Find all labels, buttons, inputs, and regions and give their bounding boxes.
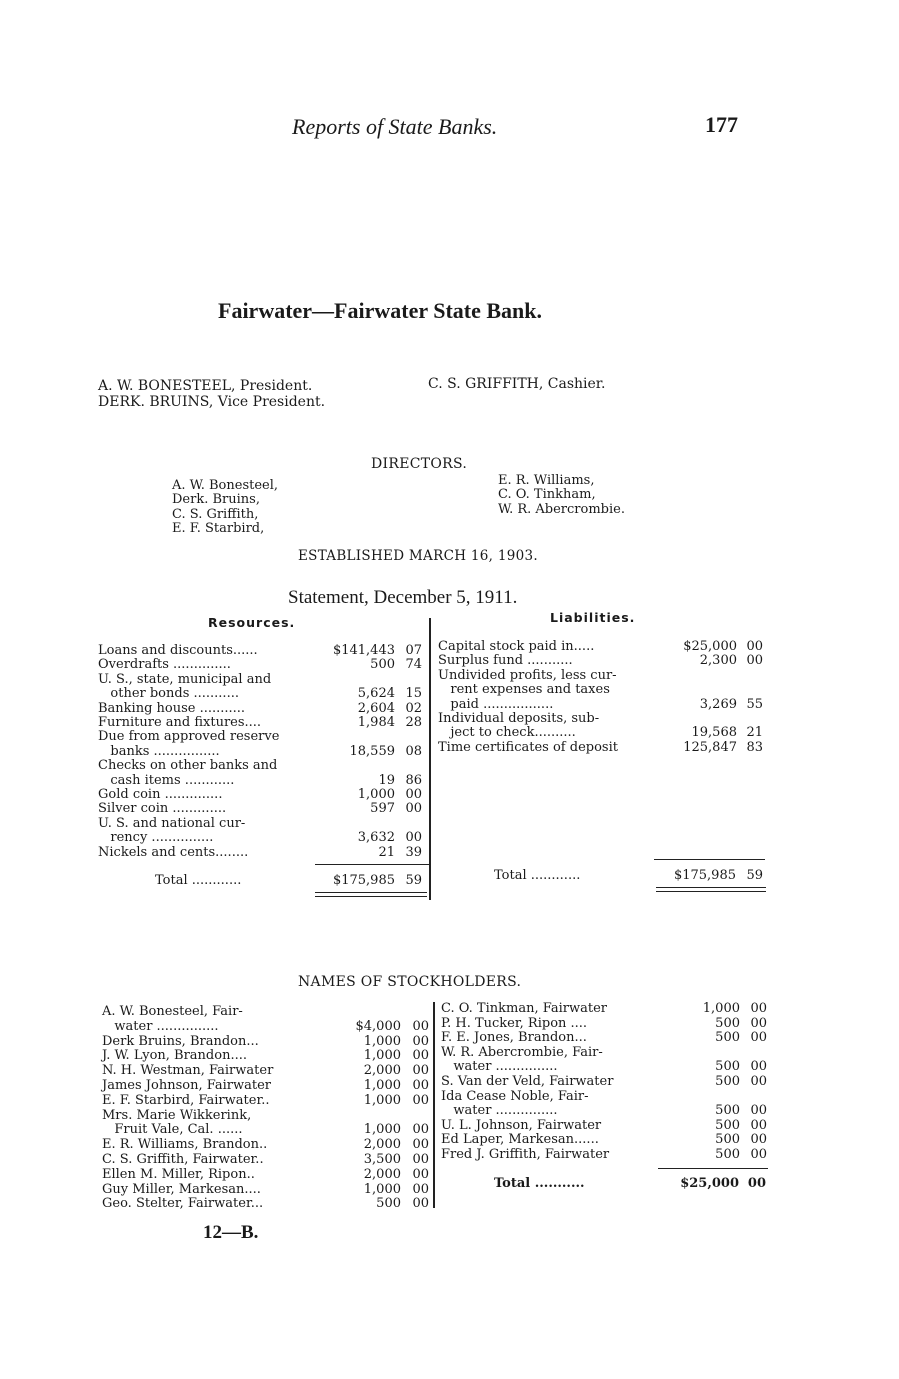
table-row — [98, 774, 422, 788]
table-row — [98, 658, 422, 672]
row-amount-cents: 83 — [746, 739, 763, 755]
row-label: Fred J. Griffith, Fairwater — [441, 1147, 610, 1162]
row-label: Individual deposits, sub- — [438, 711, 600, 726]
row-amount-dollars: $25,000 — [683, 639, 737, 654]
table-row — [98, 846, 422, 860]
row-label: J. W. Lyon, Brandon.... — [102, 1048, 247, 1064]
director-name: W. R. Abercrombie. — [498, 501, 625, 517]
row-amount-dollars: 500 — [715, 1132, 740, 1148]
row-amount-dollars: 1,000 — [363, 1122, 401, 1138]
row-amount-cents: 00 — [412, 1152, 429, 1167]
table-row — [98, 831, 422, 845]
total-amount-dollars: $175,985 — [332, 873, 395, 888]
row-amount-dollars: 500 — [715, 1030, 740, 1046]
row-label: Guy Miller, Markesan.... — [102, 1181, 261, 1197]
row-amount-dollars: 1,000 — [363, 1078, 401, 1093]
row-label: rency ............... — [98, 830, 214, 846]
row-amount-cents: 74 — [405, 657, 422, 673]
table-row — [102, 1035, 429, 1049]
row-amount-dollars: 1,984 — [357, 715, 395, 730]
row-amount-dollars: 2,604 — [357, 700, 395, 716]
row-label: Loans and discounts...... — [98, 643, 258, 658]
row-label: Overdrafts .............. — [98, 657, 231, 673]
table-row — [438, 698, 763, 712]
row-amount-cents: 00 — [412, 1166, 429, 1182]
row-label: Gold coin .............. — [98, 787, 223, 802]
row-amount-cents: 00 — [412, 1181, 429, 1197]
row-label: Furniture and fixtures.... — [98, 715, 262, 730]
directors-left-list — [172, 479, 278, 537]
row-amount-dollars: 125,847 — [683, 739, 737, 755]
row-label: Checks on other banks and — [98, 758, 278, 774]
table-row — [441, 1075, 767, 1089]
row-label: E. R. Williams, Brandon.. — [102, 1137, 268, 1153]
table-row — [102, 1138, 429, 1152]
table-row — [441, 1104, 767, 1118]
table-row — [98, 687, 422, 701]
row-label: U. S., state, municipal and — [98, 671, 272, 687]
total-label: Total ............ — [155, 873, 242, 888]
row-label: water ............... — [441, 1103, 558, 1119]
stockholders-column-divider — [433, 1002, 435, 1208]
total-amount-cents: 59 — [405, 873, 422, 888]
row-amount-dollars: 3,632 — [357, 830, 395, 846]
row-amount-cents: 00 — [750, 1147, 767, 1162]
row-label: C. O. Tinkman, Fairwater — [441, 1001, 607, 1016]
table-row — [98, 788, 422, 802]
row-amount-cents: 00 — [412, 1048, 429, 1064]
row-label: Fruit Vale, Cal. ...... — [102, 1122, 243, 1138]
row-amount-cents: 00 — [750, 1117, 767, 1133]
row-amount-cents: 39 — [405, 844, 422, 860]
row-label: F. E. Jones, Brandon... — [441, 1030, 587, 1046]
row-label: Due from approved reserve — [98, 729, 280, 745]
row-amount-dollars: 597 — [370, 801, 395, 817]
table-row — [98, 730, 422, 744]
row-amount-dollars: 1,000 — [363, 1033, 401, 1049]
running-title: Reports of State Banks. — [292, 114, 498, 139]
row-amount-cents: 00 — [412, 1063, 429, 1079]
row-label: Mrs. Marie Wikkerink, — [102, 1107, 252, 1123]
row-amount-cents: 00 — [412, 1018, 429, 1034]
total-row — [155, 874, 422, 888]
row-label: Time certificates of deposit — [438, 739, 618, 755]
row-label: S. Van der Veld, Fairwater — [441, 1074, 614, 1089]
table-row — [98, 716, 422, 730]
total-label: Total ........... — [494, 1176, 585, 1191]
table-row — [98, 802, 422, 816]
table-row — [441, 1148, 767, 1162]
table-row — [98, 817, 422, 831]
table-row — [441, 1060, 767, 1074]
table-row — [102, 1064, 429, 1078]
row-label: banks ................ — [98, 743, 220, 759]
table-row — [102, 1094, 429, 1108]
resources-total-double-rule — [315, 892, 427, 893]
row-amount-dollars: 2,000 — [363, 1063, 401, 1079]
row-amount-cents: 08 — [405, 743, 422, 759]
row-label: Ellen M. Miller, Ripon.. — [102, 1166, 255, 1182]
row-label: other bonds ........... — [98, 686, 239, 702]
table-row — [438, 712, 763, 726]
row-amount-cents: 28 — [405, 715, 422, 730]
row-amount-dollars: 2,000 — [363, 1166, 401, 1182]
total-amount-dollars: $25,000 — [680, 1176, 739, 1191]
director-name: A. W. Bonesteel, — [172, 478, 279, 493]
total-row — [494, 869, 763, 883]
row-amount-dollars: 2,300 — [699, 653, 737, 669]
established-date: ESTABLISHED MARCH 16, 1903. — [298, 548, 538, 564]
table-row — [441, 1017, 767, 1031]
table-row — [98, 745, 422, 759]
row-amount-dollars: 1,000 — [363, 1048, 401, 1064]
row-amount-cents: 00 — [750, 1001, 767, 1016]
row-amount-dollars: 500 — [715, 1147, 740, 1162]
row-amount-cents: 00 — [412, 1092, 429, 1108]
row-label: James Johnson, Fairwater — [102, 1078, 271, 1093]
column-divider — [429, 618, 431, 900]
row-label: ject to check.......... — [438, 725, 576, 741]
total-amount-cents: 00 — [747, 1176, 766, 1191]
row-amount-cents: 86 — [405, 772, 422, 788]
row-label: Undivided profits, less cur- — [438, 667, 617, 683]
row-label: U. S. and national cur- — [98, 815, 246, 831]
row-label: Ida Cease Noble, Fair- — [441, 1088, 589, 1104]
table-row — [102, 1049, 429, 1063]
row-label: N. H. Westman, Fairwater — [102, 1063, 274, 1079]
page-number: 177 — [705, 112, 738, 137]
row-amount-cents: 00 — [412, 1137, 429, 1153]
row-amount-cents: 00 — [750, 1030, 767, 1046]
table-row — [438, 669, 763, 683]
row-label: P. H. Tucker, Ripon .... — [441, 1015, 588, 1031]
row-amount-dollars: 1,000 — [702, 1001, 740, 1016]
row-label: Surplus fund ........... — [438, 653, 573, 669]
row-label: Nickels and cents........ — [98, 844, 249, 860]
row-amount-cents: 02 — [405, 700, 422, 716]
row-amount-cents: 00 — [746, 639, 763, 654]
row-label: Banking house ........... — [98, 700, 246, 716]
row-amount-cents: 00 — [405, 801, 422, 817]
table-row — [102, 1168, 429, 1182]
row-amount-dollars: 500 — [715, 1059, 740, 1075]
total-amount-dollars: $175,985 — [673, 868, 736, 883]
row-amount-cents: 00 — [750, 1074, 767, 1089]
table-row — [438, 640, 763, 654]
row-amount-dollars: 500 — [715, 1117, 740, 1133]
table-row — [98, 702, 422, 716]
table-row — [441, 1031, 767, 1045]
table-row — [98, 673, 422, 687]
liabilities-total-double-rule — [656, 887, 766, 888]
officer-president: A. W. BONESTEEL, President. — [98, 378, 313, 394]
table-row — [438, 654, 763, 668]
row-amount-dollars: 2,000 — [363, 1137, 401, 1153]
row-amount-cents: 00 — [750, 1132, 767, 1148]
row-amount-dollars: 18,559 — [349, 743, 395, 759]
row-amount-dollars: 500 — [715, 1015, 740, 1031]
row-amount-cents: 15 — [405, 686, 422, 702]
signature-mark: 12—B. — [203, 1222, 259, 1243]
statement-title: Statement, December 5, 1911. — [288, 587, 518, 608]
row-label: A. W. Bonesteel, Fair- — [102, 1004, 243, 1019]
row-amount-cents: 21 — [746, 725, 763, 741]
row-amount-dollars: 1,000 — [363, 1092, 401, 1108]
row-amount-cents: 00 — [412, 1196, 429, 1212]
liabilities-total-rule — [654, 859, 765, 860]
row-amount-cents: 00 — [405, 787, 422, 802]
row-label: Ed Laper, Markesan...... — [441, 1132, 599, 1148]
table-row — [102, 1197, 429, 1211]
table-row — [441, 1119, 767, 1133]
row-amount-dollars: $141,443 — [332, 643, 395, 658]
row-amount-dollars: 500 — [370, 657, 395, 673]
total-row — [494, 1177, 766, 1191]
table-row — [438, 726, 763, 740]
row-amount-dollars: 19,568 — [691, 725, 737, 741]
officer-cashier: C. S. GRIFFITH, Cashier. — [428, 376, 606, 392]
table-row — [102, 1183, 429, 1197]
table-row — [438, 683, 763, 697]
row-label: Derk Bruins, Brandon... — [102, 1033, 259, 1049]
row-amount-cents: 00 — [750, 1015, 767, 1031]
row-amount-dollars: 19 — [378, 772, 395, 788]
row-amount-dollars: 500 — [715, 1074, 740, 1089]
row-label: paid ................. — [438, 696, 554, 712]
officer-vice-president: DERK. BRUINS, Vice President. — [98, 394, 326, 410]
director-name: E. R. Williams, — [498, 473, 595, 488]
resources-total-rule — [315, 864, 429, 865]
row-amount-cents: 00 — [750, 1059, 767, 1075]
row-amount-dollars: 5,624 — [357, 686, 395, 702]
row-label: cash items ............ — [98, 772, 235, 788]
row-amount-cents: 00 — [412, 1078, 429, 1093]
resources-heading: Resources. — [208, 615, 296, 630]
row-label: water ............... — [102, 1018, 219, 1034]
table-row — [98, 644, 422, 658]
resources-total-double-rule — [315, 896, 427, 897]
table-row — [98, 759, 422, 773]
stockholders-total-rule — [658, 1168, 768, 1169]
row-amount-cents: 55 — [746, 696, 763, 712]
row-amount-dollars: 3,500 — [363, 1152, 401, 1167]
row-amount-cents: 07 — [405, 643, 422, 658]
row-amount-dollars: $4,000 — [355, 1018, 401, 1034]
row-amount-cents: 00 — [405, 830, 422, 846]
director-name: Derk. Bruins, — [172, 492, 260, 508]
row-amount-dollars: 1,000 — [363, 1181, 401, 1197]
total-amount-cents: 59 — [746, 868, 763, 883]
row-label: U. L. Johnson, Fairwater — [441, 1117, 602, 1133]
row-label: water ............... — [441, 1059, 558, 1075]
row-label: rent expenses and taxes — [438, 682, 610, 698]
row-amount-dollars: 1,000 — [357, 787, 395, 802]
table-row — [102, 1079, 429, 1093]
directors-right-list — [498, 474, 625, 517]
bank-title: Fairwater—Fairwater State Bank. — [218, 298, 543, 323]
director-name: C. O. Tinkham, — [498, 487, 596, 503]
director-name: C. S. Griffith, — [172, 506, 259, 522]
directors-heading: DIRECTORS. — [371, 456, 468, 472]
row-label: E. F. Starbird, Fairwater.. — [102, 1092, 270, 1108]
table-row — [438, 741, 763, 755]
table-row — [102, 1005, 429, 1019]
row-amount-cents: 00 — [746, 653, 763, 669]
table-row — [441, 1046, 767, 1060]
liabilities-total-double-rule — [656, 891, 766, 892]
row-amount-cents: 00 — [412, 1122, 429, 1138]
liabilities-heading: Liabilities. — [550, 610, 636, 625]
row-amount-cents: 00 — [750, 1103, 767, 1119]
table-row — [441, 1002, 767, 1016]
director-name: E. F. Starbird, — [172, 521, 265, 537]
row-label: Geo. Stelter, Fairwater... — [102, 1196, 264, 1212]
table-row — [441, 1133, 767, 1147]
row-label: C. S. Griffith, Fairwater.. — [102, 1152, 264, 1167]
table-row — [441, 1090, 767, 1104]
table-row — [102, 1109, 429, 1123]
row-amount-dollars: 500 — [715, 1103, 740, 1119]
row-label: Capital stock paid in..... — [438, 639, 595, 654]
row-amount-dollars: 500 — [376, 1196, 401, 1212]
total-label: Total ............ — [494, 868, 581, 883]
row-amount-dollars: 21 — [378, 844, 395, 860]
row-amount-cents: 00 — [412, 1033, 429, 1049]
row-label: W. R. Abercrombie, Fair- — [441, 1044, 603, 1060]
table-row — [102, 1123, 429, 1137]
table-row — [102, 1153, 429, 1167]
stockholders-heading: NAMES OF STOCKHOLDERS. — [298, 974, 522, 990]
table-row — [102, 1020, 429, 1034]
row-label: Silver coin ............. — [98, 801, 227, 817]
row-amount-dollars: 3,269 — [699, 696, 737, 712]
